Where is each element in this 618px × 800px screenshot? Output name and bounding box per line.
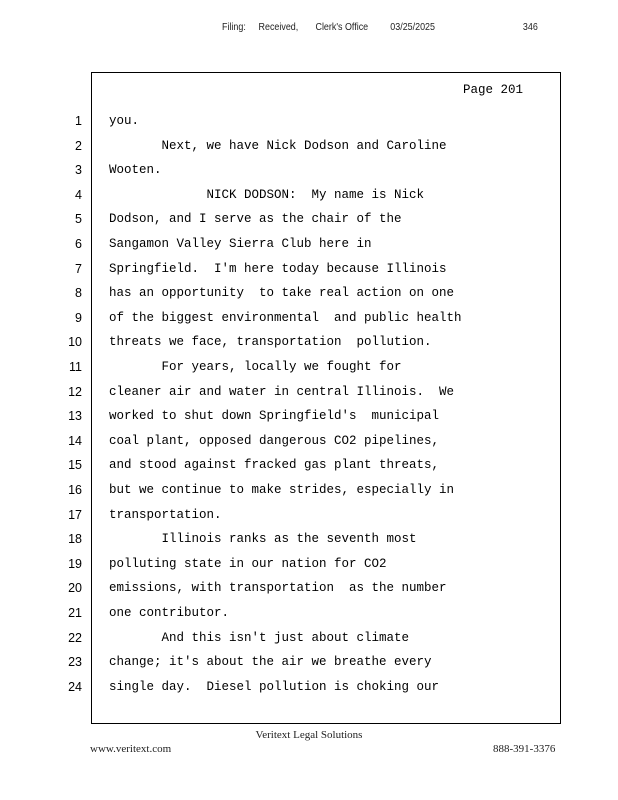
line-text: but we continue to make strides, especially in (109, 483, 455, 497)
line-number: 20 (68, 581, 82, 595)
line-number: 23 (68, 655, 82, 669)
footer-company: Veritext Legal Solutions (255, 729, 363, 741)
transcript-page-label: Page 201 (463, 83, 524, 97)
line-number: 6 (75, 237, 82, 251)
line-number: 18 (68, 532, 82, 546)
line-number: 21 (68, 606, 82, 620)
line-number: 14 (68, 434, 82, 448)
line-text: polluting state in our nation for CO2 (109, 557, 387, 571)
line-text: Illinois ranks as the seventh most (109, 532, 417, 546)
line-text: and stood against fracked gas plant threats, (109, 458, 440, 472)
line-text: you. (109, 114, 140, 128)
line-number: 24 (68, 680, 82, 694)
line-number: 7 (75, 262, 82, 276)
line-text: cleaner air and water in central Illinois. We (109, 385, 455, 399)
line-number: 13 (68, 409, 82, 423)
line-number: 9 (75, 311, 82, 325)
line-number: 22 (68, 631, 82, 645)
line-text: Wooten. (109, 163, 162, 177)
received-label: Received, (258, 21, 299, 33)
line-text: one contributor. (109, 606, 230, 620)
line-text: worked to shut down Springfield's municipal (109, 409, 440, 423)
line-text: Next, we have Nick Dodson and Caroline (109, 139, 447, 153)
line-number: 12 (68, 385, 82, 399)
line-number: 19 (68, 557, 82, 571)
line-text: Sangamon Valley Sierra Club here in (109, 237, 372, 251)
line-text: change; it's about the air we breathe every (109, 655, 432, 669)
filing-stamp (222, 21, 538, 39)
line-text: coal plant, opposed dangerous CO2 pipelines, (109, 434, 440, 448)
line-number: 8 (75, 286, 82, 300)
line-number: 10 (68, 335, 82, 349)
line-text: For years, locally we fought for (109, 360, 402, 374)
line-number: 4 (75, 188, 82, 202)
line-number: 16 (68, 483, 82, 497)
line-text: threats we face, transportation pollution. (109, 335, 432, 349)
line-number: 3 (75, 163, 82, 177)
line-text: transportation. (109, 508, 222, 522)
footer-website: www.veritext.com (90, 743, 172, 755)
line-number: 2 (75, 139, 82, 153)
line-text: Dodson, and I serve as the chair of the (109, 212, 402, 226)
line-text: single day. Diesel pollution is choking our (109, 680, 440, 694)
line-number: 17 (68, 508, 82, 522)
header-page-number: 346 (522, 21, 538, 33)
line-text: emissions, with transportation as the number (109, 581, 447, 595)
line-number: 1 (75, 114, 82, 128)
footer-phone: 888-391-3376 (493, 743, 556, 755)
line-number: 5 (75, 212, 82, 226)
line-text: of the biggest environmental and public health (109, 311, 462, 325)
line-number: 11 (69, 360, 82, 374)
filing-label: Filing: (222, 21, 246, 33)
line-text: Springfield. I'm here today because Illinois (109, 262, 447, 276)
line-text: And this isn't just about climate (109, 631, 410, 645)
line-text: has an opportunity to take real action on one (109, 286, 455, 300)
line-number: 15 (68, 458, 82, 472)
clerks-office-label: Clerk's Office (315, 21, 369, 33)
filing-date: 03/25/2025 (390, 21, 435, 33)
line-text: NICK DODSON: My name is Nick (109, 188, 425, 202)
